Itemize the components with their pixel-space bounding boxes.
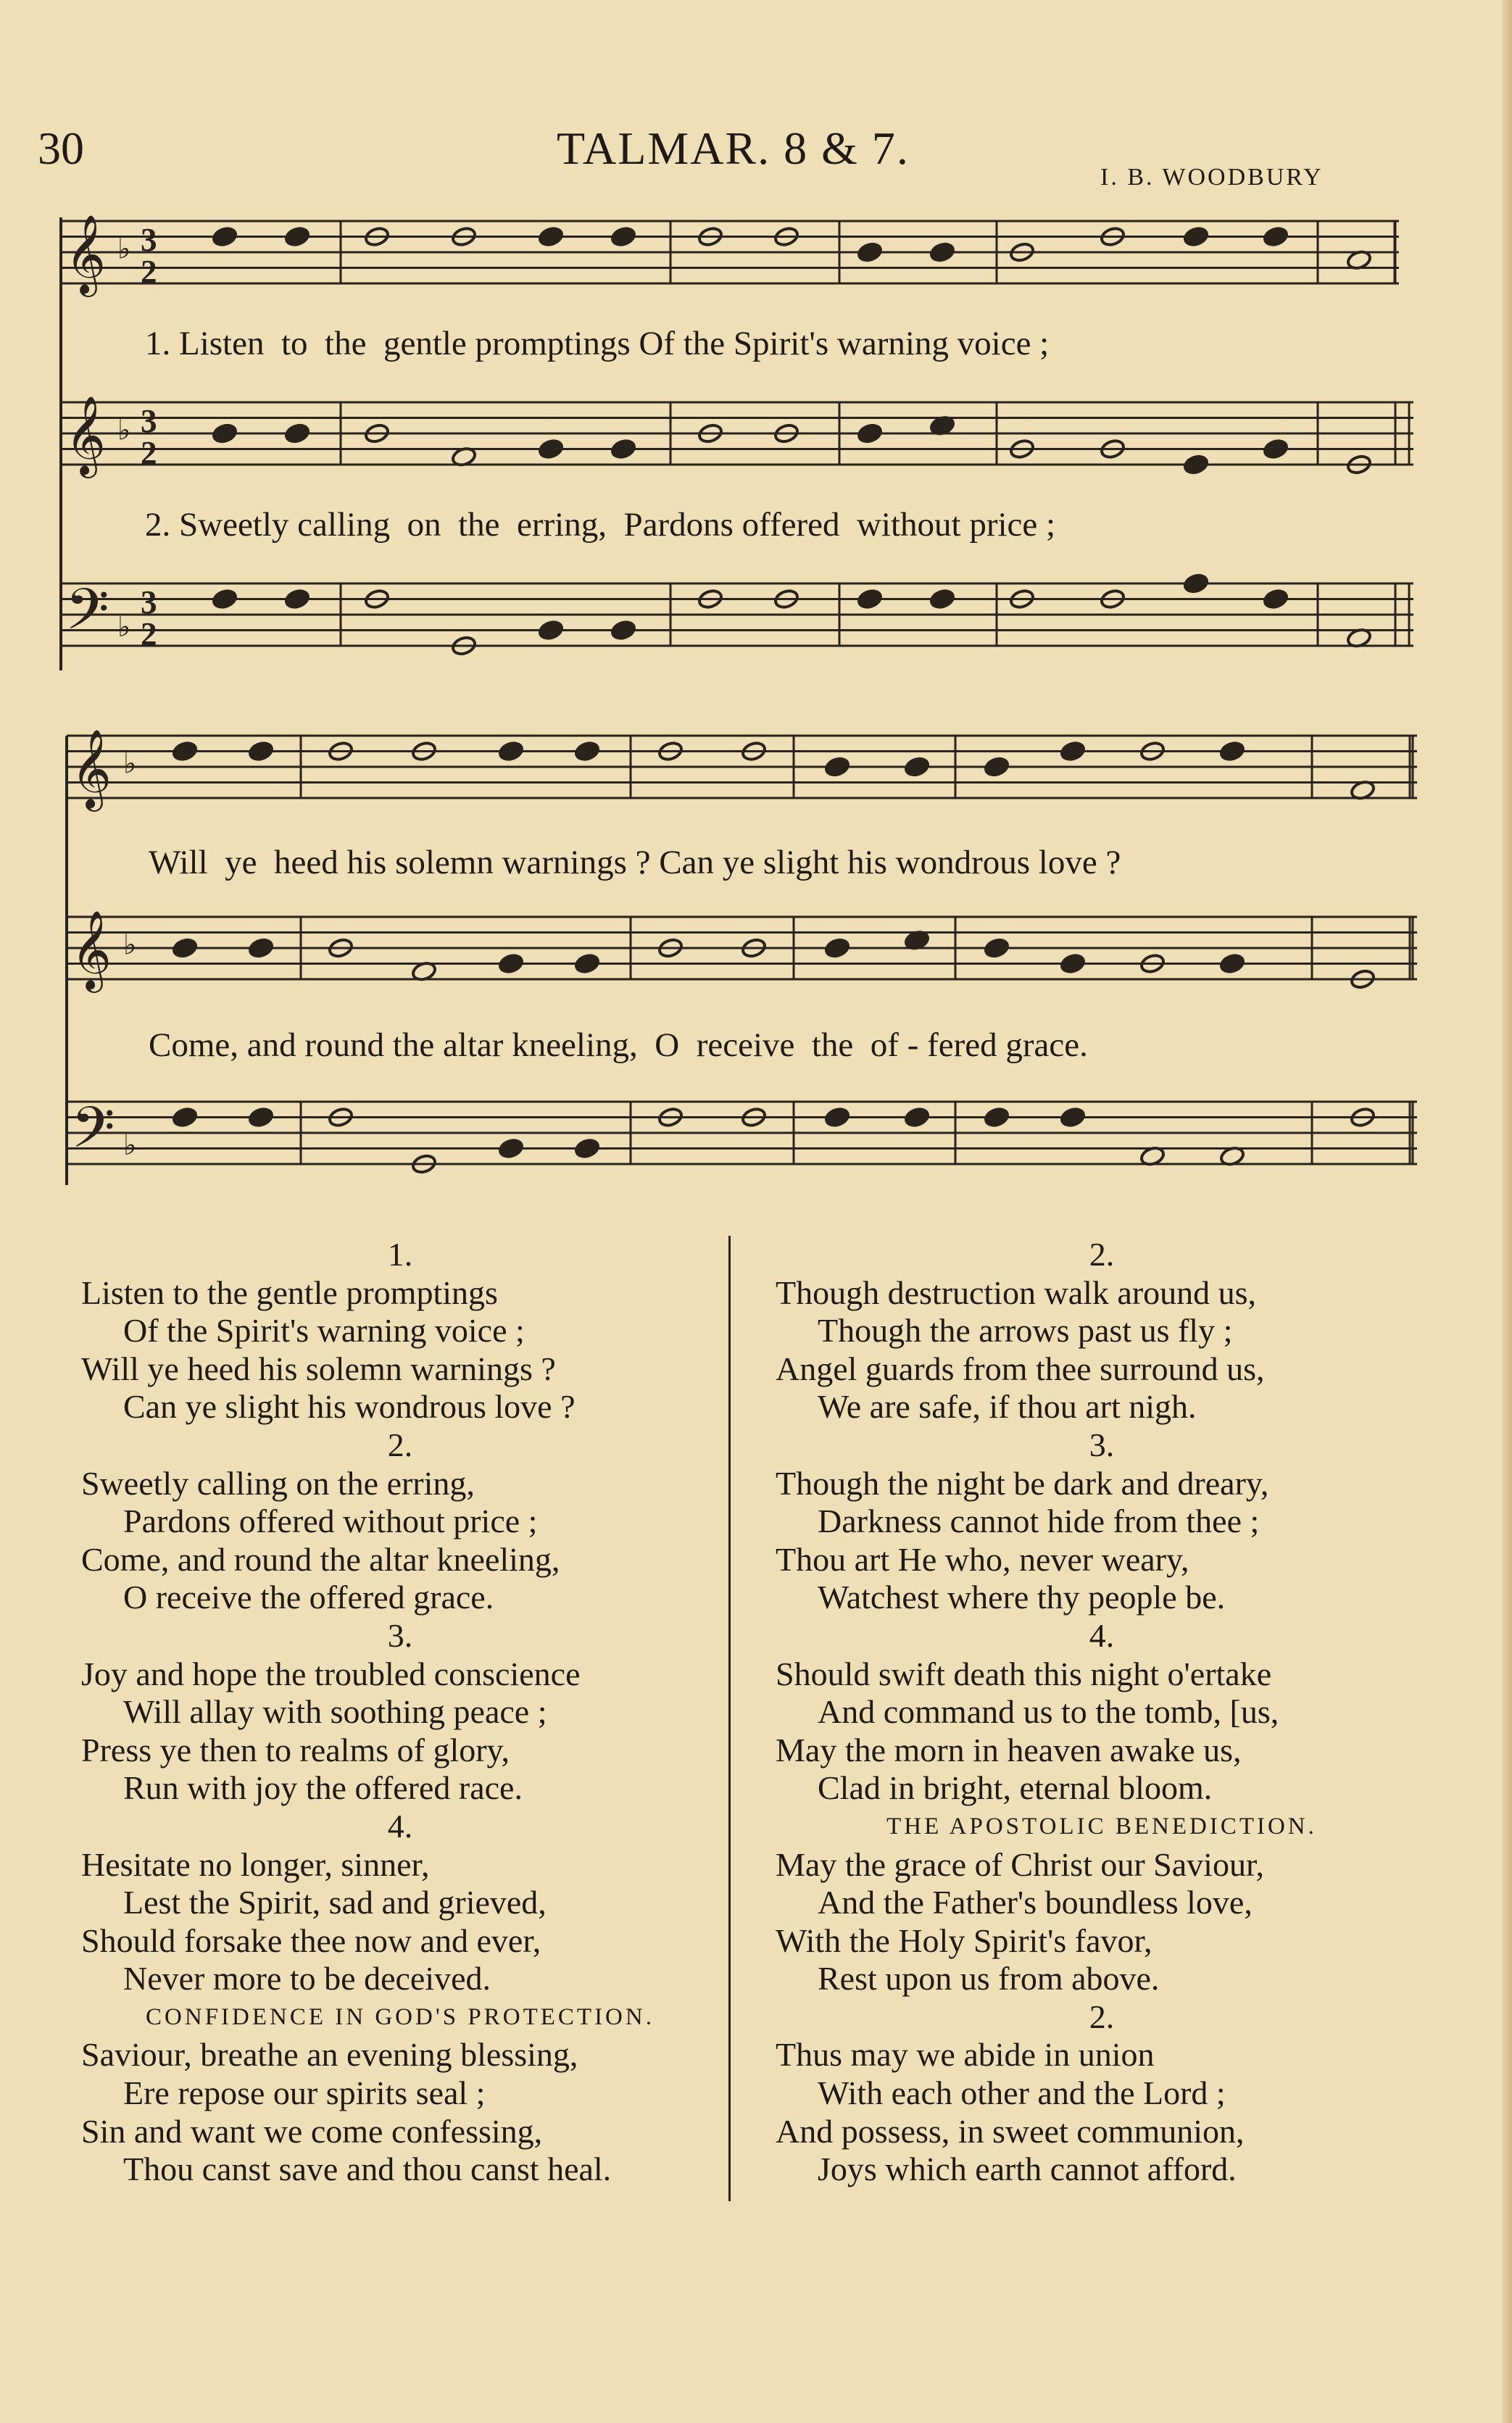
verse-line: Joys which earth cannot afford.: [818, 2150, 1237, 2188]
system1-treble-lyrics: 1. Listen to the gentle promptings Of the Spirit's warning voice ;: [145, 325, 1050, 362]
verse-line: O receive the offered grace.: [123, 1579, 494, 1616]
composer-credit: I. B. WOODBURY: [1100, 164, 1324, 191]
system1-middle-notehead: [538, 439, 564, 460]
time-signature-numerator: 3: [141, 583, 157, 620]
verse-line: Sweetly calling on the erring,: [81, 1464, 475, 1502]
verse-number: 3.: [387, 1616, 413, 1654]
system2-treble-lyrics: Will ye heed his solemn warnings ? Can ye slight his wondrous love ?: [149, 844, 1121, 881]
bass-clef-icon: 𝄢: [71, 1094, 115, 1175]
verse-line: Rest upon us from above.: [818, 1960, 1160, 1998]
system1-middle-lyrics: 2. Sweetly calling on the erring, Pardons offered without price ;: [145, 506, 1056, 544]
system2-middle-notehead: [498, 953, 524, 975]
system2-treble-notehead: [1219, 741, 1245, 762]
verse-line: Clad in bright, eternal bloom.: [818, 1769, 1213, 1807]
verse-line: And command us to the tomb, [us,: [818, 1693, 1279, 1731]
system2-bass-notehead: [248, 1107, 274, 1129]
system1-bass-notehead: [857, 589, 883, 610]
system1-bass-notehead: [284, 589, 310, 610]
verse-line: Thou art He who, never weary,: [776, 1540, 1189, 1578]
verse-number: 1.: [387, 1236, 413, 1273]
system2-treble-notehead: [172, 741, 198, 762]
hymn-heading: THE APOSTOLIC BENEDICTION.: [886, 1813, 1317, 1840]
verse-line: Of the Spirit's warning voice ;: [123, 1312, 525, 1350]
system2-treble-notehead: [984, 756, 1010, 778]
system1-middle-notehead: [1183, 454, 1209, 475]
verse-line: Run with joy the offered race.: [123, 1769, 523, 1807]
system2-treble-notehead: [574, 741, 600, 762]
bass-clef-icon: 𝄢: [65, 576, 109, 657]
system2-bass-notehead: [984, 1107, 1010, 1129]
system1-treble-notehead: [1263, 226, 1289, 248]
flat-icon: ♭: [123, 749, 137, 780]
verse-line: Thus may we abide in union: [776, 2036, 1155, 2074]
system1-treble-notehead: [610, 226, 636, 248]
verse-line: Though the arrows past us fly ;: [818, 1312, 1233, 1350]
system2-middle-notehead: [1219, 953, 1245, 975]
system2-middle-notehead: [984, 937, 1010, 959]
system2-bass-notehead: [498, 1138, 524, 1160]
verse-line: Hesitate no longer, sinner,: [81, 1845, 430, 1883]
tune-title: TALMAR. 8 & 7.: [557, 122, 910, 174]
verse-line: Should forsake thee now and ever,: [81, 1921, 541, 1959]
system1-middle-notehead: [857, 423, 883, 444]
verse-line: Ere repose our spirits seal ;: [123, 2074, 486, 2112]
system1-bass-notehead: [1183, 573, 1209, 594]
system1-bass-notehead: [610, 620, 636, 641]
verse-line: With each other and the Lord ;: [818, 2074, 1226, 2112]
time-signature-denominator: 2: [141, 434, 157, 471]
system1-bass-notehead: [212, 589, 238, 610]
system1-treble-notehead: [538, 226, 564, 248]
verse-line: We are safe, if thou art nigh.: [818, 1388, 1197, 1426]
verse-line: Watchest where thy people be.: [818, 1579, 1226, 1616]
verse-line: Can ye slight his wondrous love ?: [123, 1388, 576, 1426]
verse-line: Will allay with soothing peace ;: [123, 1693, 547, 1731]
verse-number: 2.: [387, 1426, 413, 1463]
system1-middle-notehead: [610, 439, 636, 460]
verse-line: Press ye then to realms of glory,: [81, 1731, 510, 1769]
treble-clef-icon: 𝄞: [65, 214, 106, 294]
flat-icon: ♭: [123, 1131, 137, 1162]
flat-icon: ♭: [117, 234, 131, 265]
system1-bass-notehead: [538, 620, 564, 641]
system2-bass-notehead: [574, 1138, 600, 1160]
system1-treble-notehead: [857, 241, 883, 263]
system1-treble-notehead: [212, 226, 238, 248]
system2-treble-notehead: [824, 756, 850, 778]
flat-icon: ♭: [117, 415, 131, 446]
time-signature-denominator: 2: [141, 253, 157, 290]
system2-middle-notehead: [248, 937, 274, 959]
system1-middle-notehead: [284, 423, 310, 444]
verse-line: Darkness cannot hide from thee ;: [818, 1503, 1260, 1540]
music-score: [0, 0, 1512, 1203]
verse-line: Listen to the gentle promptings: [81, 1273, 498, 1311]
verse-line: Come, and round the altar kneeling,: [81, 1540, 560, 1578]
verse-line: May the grace of Christ our Saviour,: [776, 1845, 1264, 1883]
verse-number: 3.: [1089, 1426, 1115, 1463]
verse-number: 4.: [387, 1807, 413, 1845]
verse-number: 2.: [1089, 1998, 1115, 2035]
system2-bass-notehead: [172, 1107, 198, 1129]
verse-line: Angel guards from thee surround us,: [776, 1350, 1265, 1387]
system1-bass-notehead: [929, 589, 955, 610]
system2-middle-lyrics: Come, and round the altar kneeling, O receive the of - fered grace.: [149, 1026, 1088, 1064]
system1-treble-notehead: [1183, 226, 1209, 248]
system1-middle-notehead: [1263, 439, 1289, 460]
verse-line: Sin and want we come confessing,: [81, 2112, 543, 2150]
column-divider: [728, 1236, 731, 2201]
system1-bass-notehead: [1263, 589, 1289, 610]
system2-bass-notehead: [1060, 1107, 1086, 1129]
hymn-text-right-column: [776, 1236, 1428, 2189]
verse-line: Never more to be deceived.: [123, 1960, 491, 1998]
verse-line: Though the night be dark and dreary,: [776, 1464, 1269, 1502]
system2-treble-notehead: [498, 741, 524, 762]
system2-treble-notehead: [248, 741, 274, 762]
system2-treble-notehead: [1060, 741, 1086, 762]
verse-line: Though destruction walk around us,: [776, 1273, 1257, 1311]
treble-clef-icon: 𝄞: [71, 728, 112, 809]
system2-middle-notehead: [1060, 953, 1086, 975]
system1-treble-notehead: [284, 226, 310, 248]
time-signature-denominator: 2: [141, 615, 157, 652]
flat-icon: ♭: [117, 612, 131, 644]
treble-clef-icon: 𝄞: [65, 395, 106, 475]
hymn-text-left-column: [81, 1236, 719, 2189]
verse-line: Saviour, breathe an evening blessing,: [81, 2036, 578, 2074]
system2-treble-notehead: [904, 756, 930, 778]
time-signature-numerator: 3: [141, 402, 157, 439]
verse-line: Thou canst save and thou canst heal.: [123, 2150, 612, 2188]
system2-middle-notehead: [172, 937, 198, 959]
verse-line: And the Father's boundless love,: [818, 1884, 1253, 1921]
verse-line: May the morn in heaven awake us,: [776, 1731, 1242, 1769]
verse-line: Lest the Spirit, sad and grieved,: [123, 1884, 547, 1921]
verse-number: 4.: [1089, 1616, 1115, 1654]
verse-line: And possess, in sweet communion,: [776, 2112, 1245, 2150]
system2-middle-notehead: [574, 953, 600, 975]
system1-middle-notehead: [212, 423, 238, 444]
system2-middle-notehead: [824, 937, 850, 959]
verse-line: Should swift death this night o'ertake: [776, 1655, 1272, 1692]
verse-line: Will ye heed his solemn warnings ?: [81, 1350, 556, 1387]
verse-line: Joy and hope the troubled conscience: [81, 1655, 581, 1692]
verse-number: 2.: [1089, 1236, 1115, 1273]
system2-bass-notehead: [904, 1107, 930, 1129]
system2-bass-notehead: [824, 1107, 850, 1129]
hymn-heading: CONFIDENCE IN GOD'S PROTECTION.: [146, 2003, 655, 2030]
verse-line: Pardons offered without price ;: [123, 1503, 538, 1540]
verse-line: With the Holy Spirit's favor,: [776, 1921, 1152, 1959]
treble-clef-icon: 𝄞: [71, 910, 112, 990]
page-number: 30: [38, 122, 84, 174]
system1-treble-notehead: [929, 241, 955, 263]
time-signature-numerator: 3: [141, 221, 157, 258]
flat-icon: ♭: [123, 930, 137, 961]
